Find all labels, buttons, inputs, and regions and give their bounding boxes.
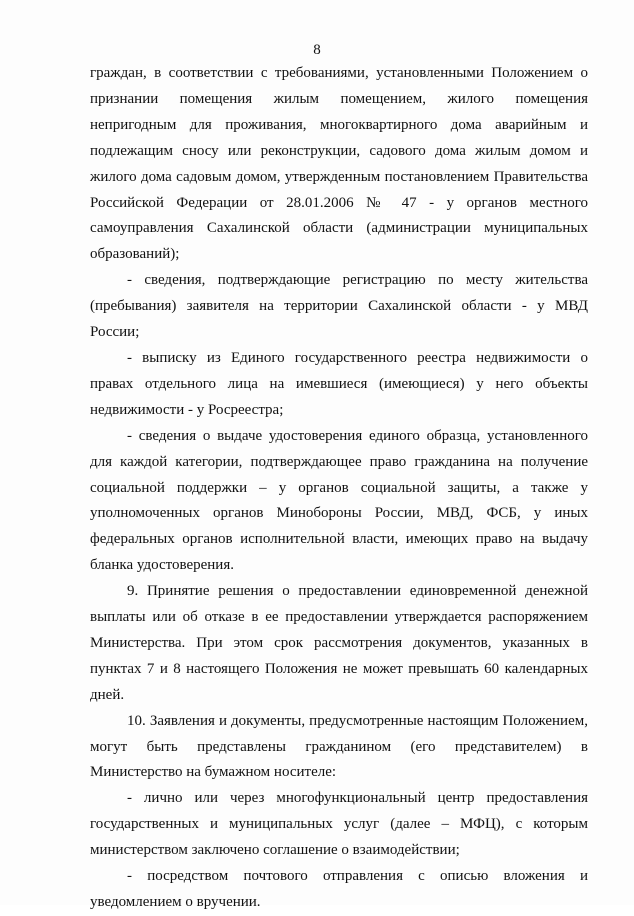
- paragraph-continuation: граждан, в соответствии с требованиями, установленными Положением о признании помещения жилым помещением, жилого помещения непригодным для проживания, многоквартирного дома аварийным и подлежащим сносу или реконструкции, садового дома жилым домом и жилого дома садовым домом, утвержденным постановлением Правительства Российской Федерации от 28.01.2006 № 47 - у органов местного самоуправления Сахалинской области (администрации муниципальных образований);: [90, 65, 588, 263]
- page-number: 8: [313, 42, 321, 58]
- list-item-registration-info: - сведения, подтверждающие регистрацию по месту жительства (пребывания) заявителя на территории Сахалинской области - у МВД России;: [90, 272, 588, 341]
- paragraph-10: 10. Заявления и документы, предусмотренные настоящим Положением, могут быть представлены гражданином (его представителем) в Министерство на бумажном носителе:: [90, 712, 588, 781]
- list-item-in-person-mfc: - лично или через многофункциональный центр предоставления государственных и муниципальных услуг (далее – МФЦ), с которым министерством заключено соглашение о взаимодействии;: [90, 790, 588, 859]
- paragraph-9: 9. Принятие решения о предоставлении единовременной денежной выплаты или об отказе в ее предоставлении утверждается распоряжением Министерства. При этом срок рассмотрения документов, указанных в пунктах 7 и 8 настоящего Положения не может превышать 60 календарных дней.: [90, 583, 588, 703]
- list-item-egrn-extract: - выписку из Единого государственного реестра недвижимости о правах отдельного лица на имевшиеся (имеющиеся) у него объекты недвижимости - у Росреестра;: [90, 349, 588, 418]
- document-body: [90, 61, 588, 916]
- list-item-postal-delivery: - посредством почтового отправления с описью вложения и уведомлением о вручении.: [90, 868, 588, 910]
- list-item-certificate-info: - сведения о выдаче удостоверения единого образца, установленного для каждой категории, подтверждающее право гражданина на получение социальной поддержки – у органов социальной защиты, а также у уполномоченных органов Минобороны России, МВД, ФСБ, у иных федеральных органов исполнительной власти, имеющих право на выдачу бланка удостоверения.: [90, 427, 588, 574]
